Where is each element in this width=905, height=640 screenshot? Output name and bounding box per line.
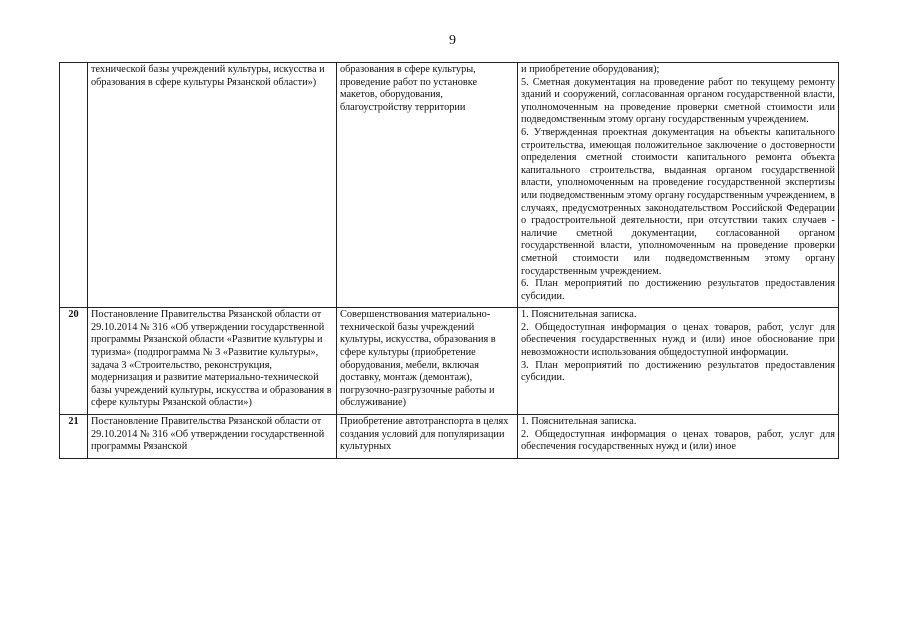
document-item: 1. Пояснительная записка.: [521, 416, 637, 428]
subsidy-documents-table: [59, 62, 839, 459]
document-item: 2. Общедоступная информация о ценах товаров, работ, услуг для обеспечения государственных нужд и (или) иное обоснование при невозможности использования общедоступной информации.: [521, 321, 835, 359]
table-row: [60, 415, 839, 459]
table-row: [60, 63, 839, 308]
row-number: 21: [60, 415, 88, 459]
table-row: [60, 308, 839, 415]
legal-basis-cell: Постановление Правительства Рязанской области от 29.10.2014 № 316 «Об утверждении государственной программы Рязанской: [88, 415, 337, 459]
row-number: 20: [60, 308, 88, 415]
subsidy-purpose-cell: Совершенствования материально-технической базы учреждений культуры, искусства, образования в сфере культуры (приобретение оборудования, мебели, включая доставку, монтаж (демонтаж), погрузочно-разгрузочные работы и обслуживание): [337, 308, 518, 415]
document-item: и приобретение оборудования);: [521, 64, 660, 75]
page-number: 9: [449, 33, 456, 48]
document-item: 6. План мероприятий по достижению результатов предоставления субсидии.: [521, 278, 835, 302]
required-documents-cell: [518, 308, 839, 415]
document-item: 2. Общедоступная информация о ценах товаров, работ, услуг для обеспечения государственных нужд и (или) иное: [521, 428, 835, 453]
document-item: 1. Пояснительная записка.: [521, 309, 637, 321]
legal-basis-cell: Постановление Правительства Рязанской области от 29.10.2014 № 316 «Об утверждении государственной программы Рязанской области «Развитие культуры и туризма» (подпрограмма № 3 «Развитие культуры», задача 3 «Строительство, реконструкция, модернизация и развитие материально-технической базы учреждений культуры, искусства и образования в сфере культуры Рязанской области»): [88, 308, 337, 415]
document-item: 6. Утвержденная проектная документация на объекты капитального строительства, имеющая положительное заключение о достоверности определения сметной стоимости капитального ремонта объекта капитального строительства, выданная органом государственной власти, уполномоченным на проведение государственной экспертизы или подведомственным этому органу государственным учреждением, в случаях, предусмотренных законодательством Российской Федерации о градостроительной деятельности, при отсутствии таких случаев - наличие сметной документации, согласованной органом государственной власти, уполномоченным на проведение проверки сметной стоимости или подведомственным этому органу государственным учреждением.: [521, 126, 835, 277]
document-item: 5. Сметная документация на проведение работ по текущему ремонту зданий и сооружений, согласованная органом государственной власти, уполномоченным на проведение проверки сметной стоимости или подведомственным этому органу государственным учреждением.: [521, 76, 835, 126]
document-item: 3. План мероприятий по достижению результатов предоставления субсидии.: [521, 359, 835, 384]
legal-basis-cell: технической базы учреждений культуры, искусства и образования в сфере культуры Рязанской области»): [88, 63, 337, 308]
required-documents-cell: [518, 415, 839, 459]
row-number: [60, 63, 88, 308]
subsidy-purpose-cell: образования в сфере культуры, проведение работ по установке макетов, оборудования, благоустройству территории: [337, 63, 518, 308]
required-documents-cell: [518, 63, 839, 308]
subsidy-purpose-cell: Приобретение автотранспорта в целях создания условий для популяризации культурных: [337, 415, 518, 459]
